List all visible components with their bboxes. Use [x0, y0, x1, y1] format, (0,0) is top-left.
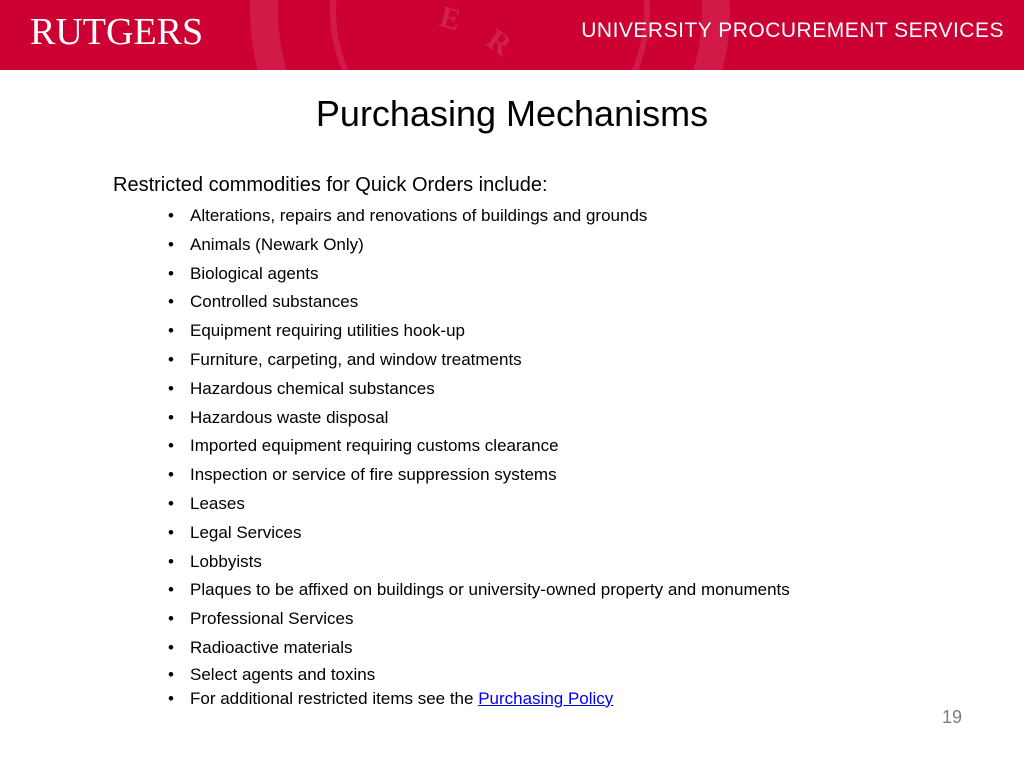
page-title: Purchasing Mechanisms	[315, 93, 709, 134]
list-item: • Hazardous waste disposal	[168, 407, 389, 427]
list-item: • Legal Services	[168, 522, 302, 542]
department-name: UNIVERSITY PROCUREMENT SERVICES	[581, 19, 1004, 42]
restricted-items-list	[168, 202, 790, 711]
header-banner	[0, 0, 1024, 70]
page-number: 19	[941, 707, 962, 727]
list-item: • Hazardous chemical substances	[168, 378, 435, 398]
list-item: • Select agents and toxins	[168, 664, 376, 684]
purchasing-policy-link[interactable]: Purchasing Policy	[478, 688, 614, 708]
seal-letter: R	[480, 22, 518, 63]
list-item: • Controlled substances	[168, 292, 359, 312]
list-item: • Furniture, carpeting, and window treatments	[168, 349, 522, 369]
list-item: • Equipment requiring utilities hook-up	[168, 321, 465, 341]
list-item: • Radioactive materials	[168, 637, 353, 657]
list-item-policy: • For additional restricted items see the Purchasing Policy	[168, 688, 614, 708]
list-item: • Plaques to be affixed on buildings or university-owned property and monuments	[168, 580, 790, 600]
rutgers-logo: RUTGERS	[30, 11, 204, 53]
list-item: • Alterations, repairs and renovations of buildings and grounds	[168, 206, 648, 225]
list-item: • Animals (Newark Only)	[168, 234, 364, 254]
list-item: • Inspection or service of fire suppression systems	[168, 465, 557, 485]
intro-text: Restricted commodities for Quick Orders include:	[113, 174, 548, 196]
seal-letter: E	[436, 0, 465, 38]
list-item: • Professional Services	[168, 609, 354, 629]
list-item: • Leases	[168, 493, 245, 513]
list-item: • Imported equipment requiring customs clearance	[168, 436, 559, 456]
list-item: • Biological agents	[168, 263, 319, 283]
list-item: • Lobbyists	[168, 551, 262, 571]
